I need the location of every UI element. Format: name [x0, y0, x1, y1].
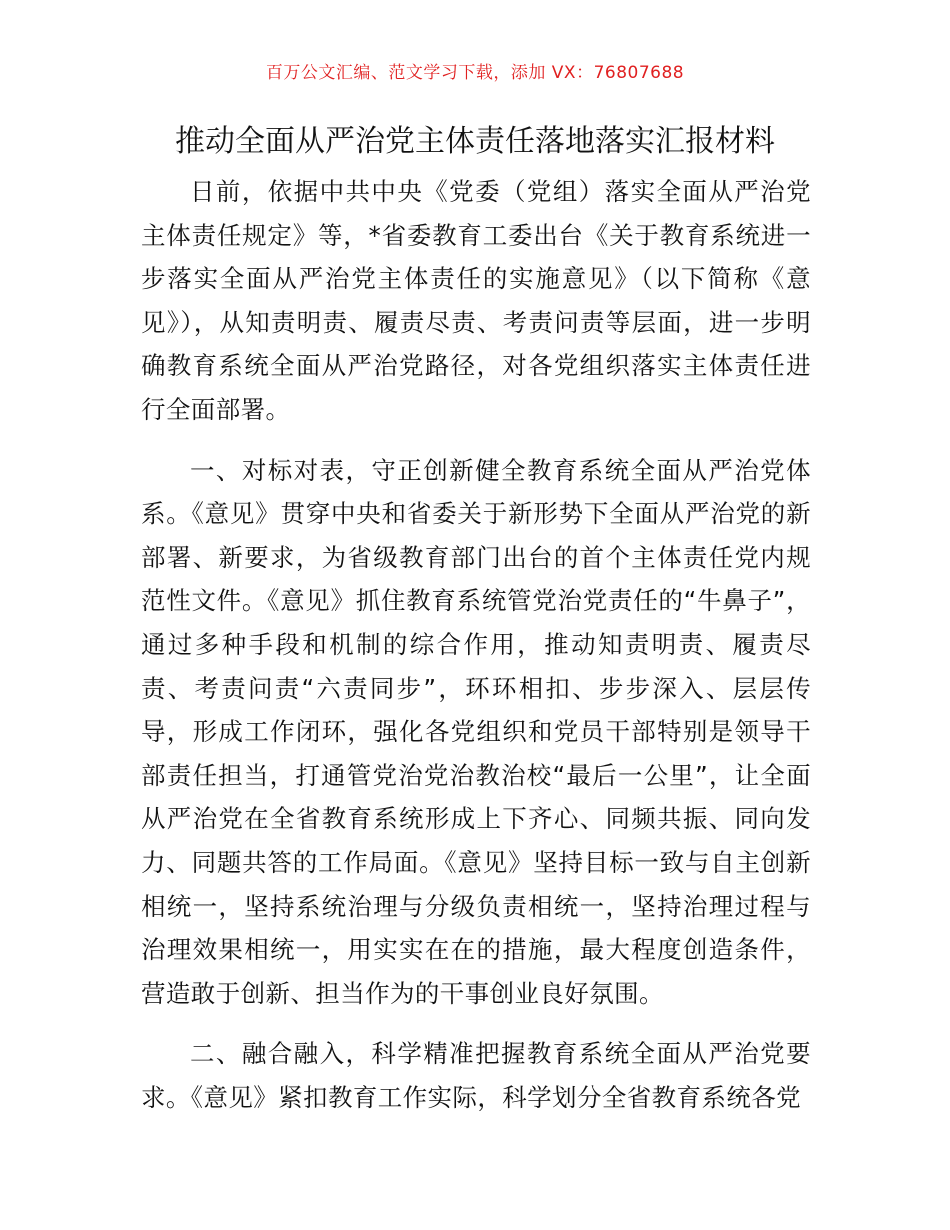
document-title: 推动全面从严治党主体责任落地落实汇报材料: [175, 124, 775, 159]
header-promo-note: 百万公文汇编、范文学习下载，添加 VX：76807688: [265, 63, 685, 83]
paragraph-section-2: 二、融合融入，科学精准把握教育系统全面从严治党要求。《意见》紧扣教育工作实际，科学划分全省教育系统各党: [141, 1039, 811, 1112]
paragraph-section-1: 一、对标对表，守正创新健全教育系统全面从严治党体系。《意见》贯穿中央和省委关于新形势下全面从严治党的新部署、新要求，为省级教育部门出台的首个主体责任党内规范性文件。《意见》抓住教育系统管党治党责任的“牛鼻子”，通过多种手段和机制的综合作用，推动知责明责、履责尽责、考责问责“六责同步”，环环相扣、步步深入、层层传导，形成工作闭环，强化各党组织和党员干部特别是领导干部责任担当，打通管党治党治教治校“最后一公里”，让全面从严治党在全省教育系统形成上下齐心、同频共振、同向发力、同题共答的工作局面。《意见》坚持目标一致与自主创新相统一，坚持系统治理与分级负责相统一，坚持治理过程与治理效果相统一，用实实在在的措施，最大程度创造条件，营造敢于创新、担当作为的干事创业良好氛围。: [141, 455, 811, 1008]
document-body: [141, 170, 811, 1119]
paragraph-intro: 日前，依据中共中央《党委（党组）落实全面从严治党主体责任规定》等，*省委教育工委出台《关于教育系统进一步落实全面从严治党主体责任的实施意见》（以下简称《意见》），从知责明责、履责尽责、考责问责等层面，进一步明确教育系统全面从严治党路径，对各党组织落实主体责任进行全面部署。: [141, 177, 811, 424]
